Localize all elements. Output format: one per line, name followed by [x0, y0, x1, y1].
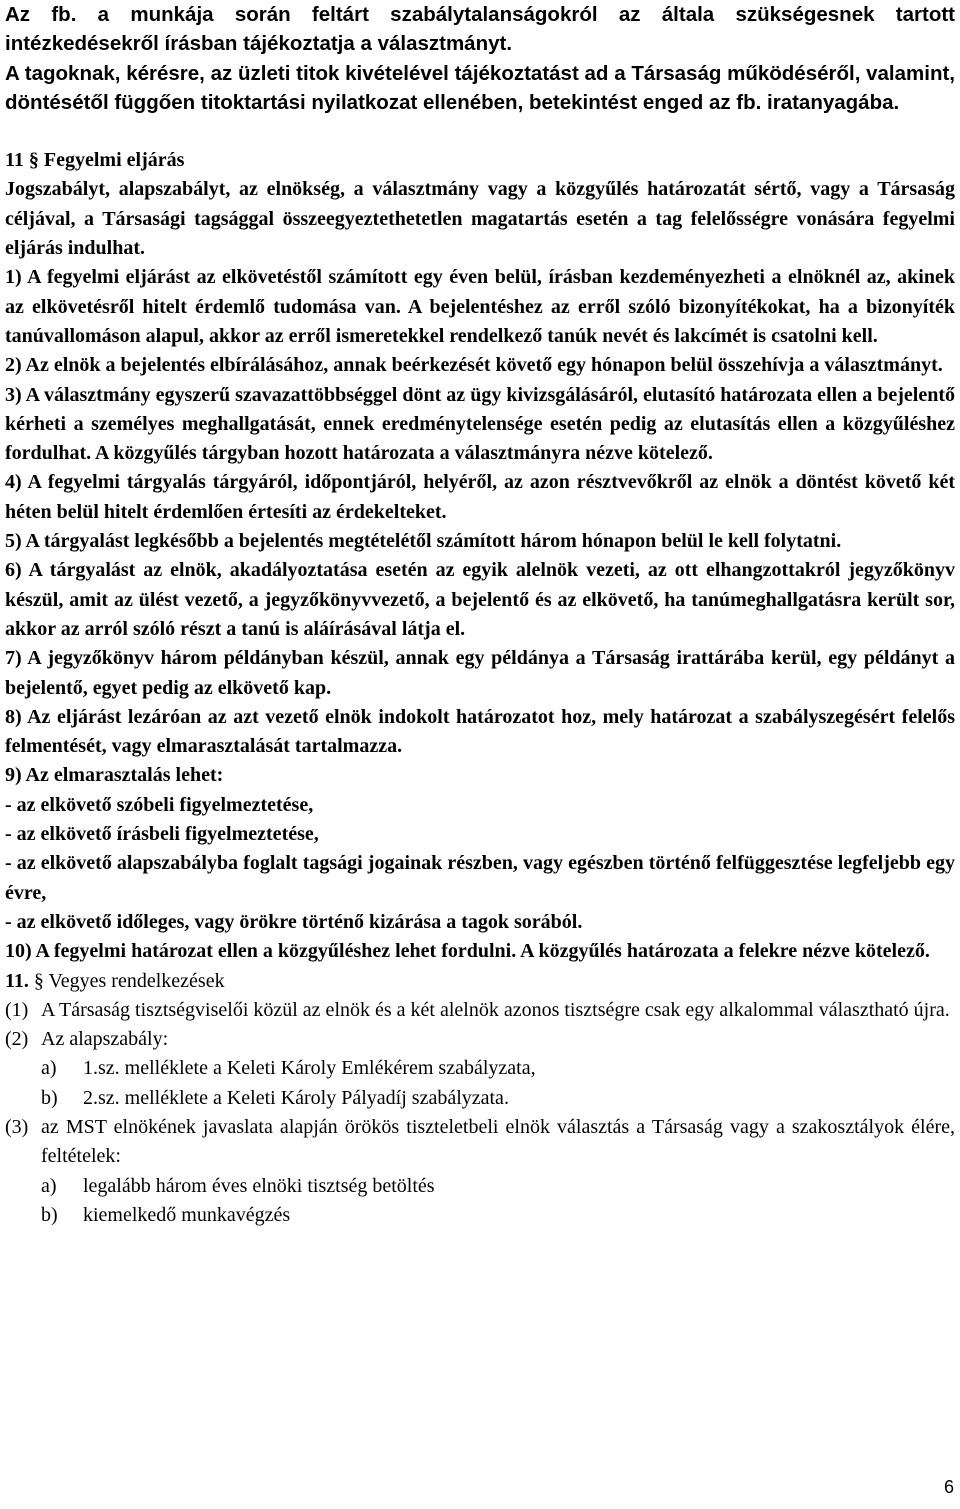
- sub-list-item: [5, 1201, 955, 1230]
- section-vegyes-rendelkezesek: [5, 967, 955, 1231]
- sub-list-item: [5, 1054, 955, 1083]
- fb-section-tail: [5, 0, 955, 117]
- item-text: Az alapszabály:: [41, 1028, 169, 1051]
- section-fegyelmi-eljaras: [5, 146, 955, 966]
- sub-list-item: [5, 1084, 955, 1113]
- paragraph: 7) A jegyzőkönyv három példányban készül, annak egy példánya a Társaság irattárába kerül, egy példányt a bejelentő, egyet pedig az elkövető kap.: [5, 647, 955, 699]
- paragraph: 2) Az elnök a bejelentés elbírálásához, annak beérkezését követő egy hónapon belül összehívja a választmányt.: [5, 354, 943, 377]
- section-heading: 11 § Fegyelmi eljárás: [5, 149, 185, 172]
- document-page: [5, 0, 955, 1230]
- item-text: az MST elnökének javaslata alapján örökös tiszteletbeli elnök választás a Társaság vagy a szakosztályok élére, feltételek:: [41, 1115, 955, 1168]
- item-number: (2): [5, 1028, 29, 1051]
- section-number: 11.: [5, 969, 29, 992]
- paragraph: 10) A fegyelmi határozat ellen a közgyűléshez lehet fordulni. A közgyűlés határozata a felekre nézve kötelező.: [5, 940, 930, 963]
- sub-item-text: legalább három éves elnöki tisztség betöltés: [83, 1174, 435, 1197]
- sub-list-item: [5, 1172, 955, 1201]
- page-number: 6: [943, 1477, 954, 1497]
- paragraph: Az fb. a munkája során feltárt szabálytalanságokról az általa szükségesnek tartott intézkedésekről írásban tájékoztatja a választmányt.: [5, 3, 955, 56]
- paragraph: 1) A fegyelmi eljárást az elkövetéstől számított egy éven belül, írásban kezdeményezheti a elnöknél az, akinek az elkövetésről hitelt érdemlő tudomása van. A bejelentéshez az erről szóló bizonyítékokat, ha a bizonyíték tanúvallomáson alapul, akkor az erről ismeretekkel rendelkező tanúk nevét és lakcímét is csatolni kell.: [5, 266, 955, 347]
- list-item: [5, 1025, 955, 1054]
- item-number: (1): [5, 998, 29, 1021]
- paragraph: 5) A tárgyalást legkésőbb a bejelentés megtételétől számított három hónapon belül le kell folytatni.: [5, 530, 842, 553]
- paragraph: 8) Az eljárást lezáróan az azt vezető elnök indokolt határozatot hoz, mely határozat a szabályszegésért felelős felmentését, vagy elmarasztalását tartalmazza.: [5, 705, 955, 758]
- paragraph: 4) A fegyelmi tárgyalás tárgyáról, időpontjáról, helyéről, az azon résztvevőkről az elnök a döntést követő két héten belül hitelt érdemlően értesíti az érdekelteket.: [5, 471, 955, 523]
- sub-item-letter: b): [41, 1086, 58, 1109]
- list-item: - az elkövető szóbeli figyelmeztetése,: [5, 793, 314, 816]
- sub-item-text: kiemelkedő munkavégzés: [83, 1203, 291, 1226]
- paragraph: 3) A választmány egyszerű szavazattöbbséggel dönt az ügy kivizsgálásáról, elutasító határozata ellen a bejelentő kérheti a személyes meghallgatását, ennek eredménytelensége esetén pedig az elutasítás ellen a közgyűléshez fordulhat. A közgyűlés tárgyban hozott határozata a választmányra nézve kötelező.: [5, 383, 955, 465]
- list-item: - az elkövető alapszabályba foglalt tagsági jogainak részben, vagy egészben történő felfüggesztése legfeljebb egy évre,: [5, 852, 955, 904]
- list-item: [5, 996, 955, 1025]
- sub-item-text: 2.sz. melléklete a Keleti Károly Pályadíj szabályzata.: [83, 1086, 509, 1109]
- list-item: - az elkövető időleges, vagy örökre történő kizárása a tagok sorából.: [5, 910, 583, 933]
- item-number: (3): [5, 1115, 29, 1138]
- sub-item-text: 1.sz. melléklete a Keleti Károly Emlékérem szabályzata,: [83, 1057, 536, 1080]
- sub-item-letter: b): [41, 1203, 58, 1226]
- sub-item-letter: a): [41, 1174, 57, 1197]
- item-text: A Társaság tisztségviselői közül az elnök és a két alelnök azonos tisztségre csak egy alkalommal választható újra.: [41, 998, 950, 1021]
- section-title: § Vegyes rendelkezések: [28, 969, 225, 992]
- paragraph: Jogszabályt, alapszabályt, az elnökség, a választmány vagy a közgyűlés határozatát sértő, vagy a Társaság céljával, a Társasági tagsággal összeegyeztethetetlen magatartás esetén a tag felelősségre vonására fegyelmi eljárás indulhat.: [5, 178, 955, 260]
- section-heading: [5, 967, 955, 996]
- list-item: - az elkövető írásbeli figyelmeztetése,: [5, 823, 319, 846]
- paragraph: 6) A tárgyalást az elnök, akadályoztatása esetén az egyik alelnök vezeti, az ott elhangzottakról jegyzőkönyv készül, amit az ülést vezető, a jegyzőkönyvvezető, a bejelentő és az elkövető, ha tanúmeghallgatásra került sor, akkor az arról szóló részt a tanú is aláírásával látja el.: [5, 559, 955, 640]
- paragraph: A tagoknak, kérésre, az üzleti titok kivételével tájékoztatást ad a Társaság működéséről, valamint, döntésétől függően titoktartási nyilatkozat ellenében, betekintést enged az fb. iratanyagába.: [5, 61, 955, 114]
- sub-item-letter: a): [41, 1057, 57, 1080]
- paragraph: 9) Az elmarasztalás lehet:: [5, 764, 224, 787]
- list-item: [5, 1113, 955, 1172]
